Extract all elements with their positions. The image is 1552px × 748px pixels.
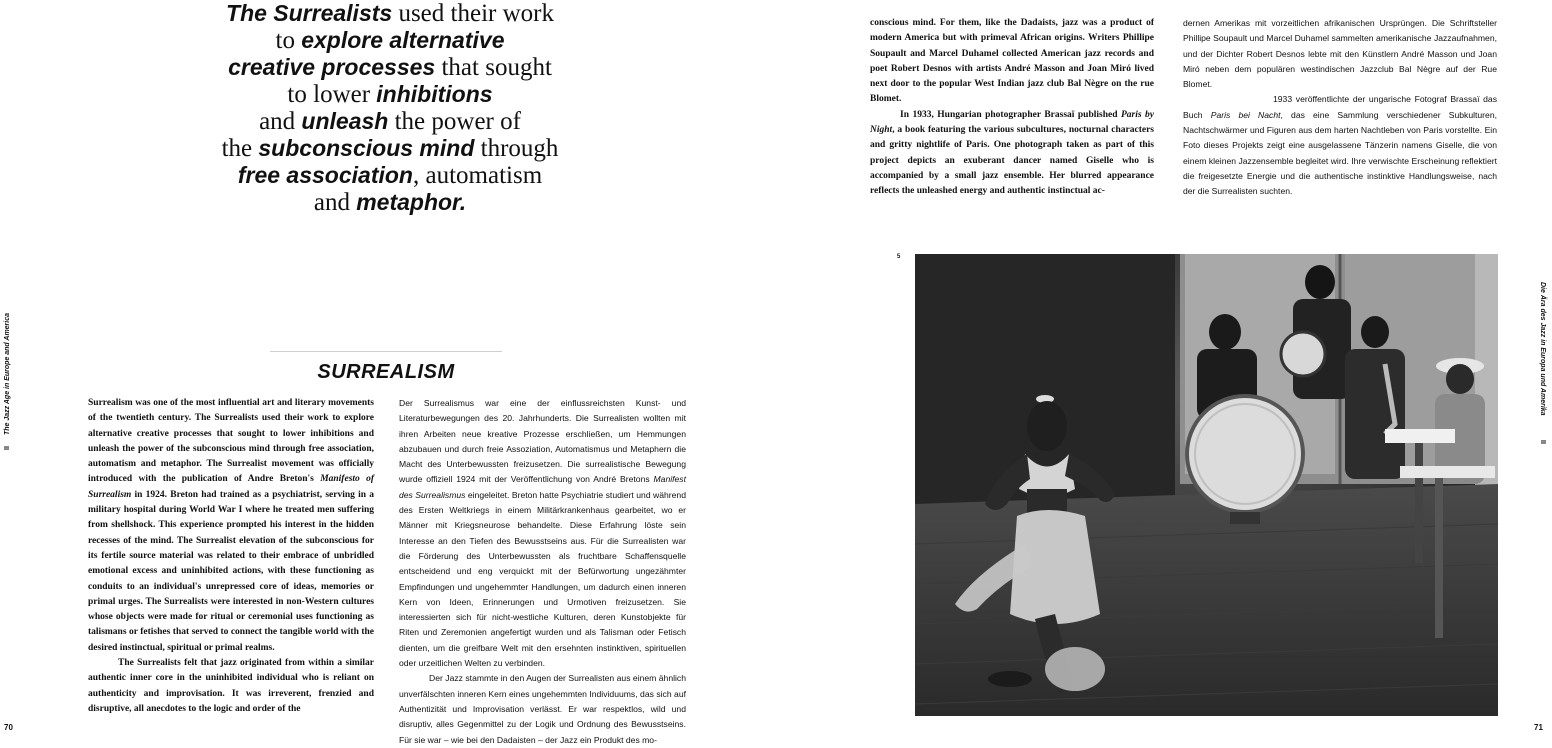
paragraph: Surrealism was one of the most influential art and literary movements of the twentieth century. The Surrealists used their work to explore alternative creative processes that sought to lower inhibitions and unleash the power of the subconscious mind through free association, automatism and metaphor. The Surrealist movement was officially introduced with the publication of Andre Breton's Manifesto of Surrealism in 1924. Breton had trained as a psychiatrist, serving in a military hospital during World War I where he treated men suffering from shellshock. This experience prompted his interest in the hidden recesses of the mind. The Surrealist elevation of the subconscious for its fertile source material was related to their embrace of unbridled emotional excess and uninhibited actions, with these functioning as conduits to an individual's unrepressed core of ideas, memories or primal urges. The Surrealists were interested in non-Western cultures whose objects were made for ritual or ceremonial uses functioning as talismans or fetishes that served to connect the tangible world with the desired instinctual, spiritual or primal realms. <box>88 398 375 653</box>
running-head-right: Die Ära des Jazz in Europa und Amerika <box>1539 282 1546 416</box>
chapter-roman-left: II <box>4 446 11 450</box>
running-head-left: The Jazz Age in Europe and America <box>4 312 11 435</box>
pull-quote-line: the subconscious mind through <box>221 135 559 162</box>
chapter-roman-right: II <box>1539 440 1546 444</box>
photo-illustration <box>915 254 1498 716</box>
page-number-right: 71 <box>1534 723 1543 732</box>
pull-quote <box>180 0 600 216</box>
paragraph: Der Jazz stammte in den Augen der Surrealisten aus einem ähnlich unverfälschten inneren Kern eines ungehemmten Individuums, das sich auf Authentizität und Improvisation verlässt. Er war respektlos, wild und disruptiv, alles Gegenmittel zu der Logik und Ordnung des Bewusstseins. Für sie war – wie bei den Dadaisten – der Jazz ein Produkt des mo- <box>399 673 686 745</box>
pull-quote-line: The Surrealists used their work <box>226 0 554 27</box>
paragraph: dernen Amerikas mit vorzeitlichen afrikanischen Ursprüngen. Die Schriftsteller Phillipe Soupault und Marcel Duhamel sammelten amerikanische Jazzaufnahmen, und der Dichter Robert Desnos lebte mit den Künstlern André Masson und Joan Miró neben dem populären westindischen Jazzclub Bal Nègre auf der Rue Blomet. <box>1183 18 1497 90</box>
paragraph: conscious mind. For them, like the Dadaists, jazz was a product of modern America but with primeval African origins. Writers Phillipe Soupault and Marcel Duhamel collected American jazz records and poet Robert Desnos with artists André Masson and Joan Miró lived next door to the popular West Indian jazz club Bal Nègre on the rue Blomet. <box>870 18 1154 105</box>
figure-number: 5 <box>897 254 901 260</box>
page-number-left: 70 <box>4 723 13 732</box>
paragraph: Der Surrealismus war eine der einflussreichsten Kunst- und Literaturbewegungen des 20. Jahrhunderts. Die Surrealisten wollten mit ihren Arbeiten neue kreative Prozesse erschließen, um Hemmungen abzubauen und durch freie Assoziation, Automatismus und Metaphern die Macht des Unterbewussten freizusetzen. Die surrealistische Bewegung wurde offiziell 1924 mit der Veröffentlichung von André Bretons Manifest des Surrealismus eingeleitet. Breton hatte Psychiatrie studiert und während des Ersten Weltkriegs in einem Militärkrankenhaus gearbeitet, wo er Männer mit Kriegsneurose behandelte. Diese Erfahrung löste sein Interesse an den Tiefen des Bewusstseins aus. Für die Surrealisten war die Förderung des Unterbewussten als fruchtbare Schaffensquelle entscheidend und eng verquickt mit der Befürwortung ungezähmter Empfindungen und ungehemmter Handlungen, um dadurch einen inneren Kern von Ideen, Erinnerungen und Urmotiven freizusetzen. Sie interessierten sich für nicht-westliche Kulturen, deren Kunstobjekte für Riten und Zeremonien angefertigt wurden und als Talisman oder Fetisch dienten, um die greifbare Welt mit den ersehnten instinktiven, spirituellen oder urzeitlichen Welten zu verbinden. <box>399 398 686 669</box>
pull-quote-line: and unleash the power of <box>259 108 521 135</box>
german-column-1 <box>399 396 686 748</box>
german-column-2 <box>1183 16 1497 200</box>
pull-quote-line: and metaphor. <box>313 189 467 216</box>
pull-quote-line: to explore alternative <box>275 27 505 54</box>
heading-rule <box>270 351 502 352</box>
pull-quote-line: creative processes that sought <box>228 54 552 81</box>
paragraph: The Surrealists felt that jazz originated from within a similar authentic inner core in the uninhibited individual who is reliant on authenticity and improvisation. It was irreverent, frenzied and disruptive, all anecdotes to the logic and order of the <box>88 658 374 714</box>
pull-quote-line: free association, automatism <box>237 162 543 189</box>
english-column-1 <box>88 396 374 717</box>
dancer-photograph <box>915 254 1498 716</box>
paragraph: 1933 veröffentlichte der ungarische Fotograf Brassaï das Buch Paris bei Nacht, das eine Sammlung verschiedener Subkulturen, Nachtschwärmer und Figuren aus dem harten Nachtleben von Paris vorstellte. Ein Foto dieses Projekts zeigt eine ausgelassene Tänzerin namens Giselle, die von einem kleinen Jazzensemble begleitet wird. Ihre verwischte Erscheinung reflektiert die freigesetzte Energie und die authentische instinktive Handlungsweise, nach der die Surrealisten suchten. <box>1183 94 1497 197</box>
english-column-2 <box>870 16 1154 200</box>
pull-quote-line: to lower inhibitions <box>287 81 493 108</box>
section-heading: SURREALISM <box>317 361 455 383</box>
paragraph: In 1933, Hungarian photographer Brassaï published Paris by Night, a book featuring the various subcultures, nocturnal characters and gritty nightlife of Paris. One photograph taken as part of this project depicts an exuberant dancer named Giselle who is accompanied by a small jazz ensemble. Her blurred appearance reflects the unleashed energy and authentic instinctual ac- <box>870 109 1154 197</box>
